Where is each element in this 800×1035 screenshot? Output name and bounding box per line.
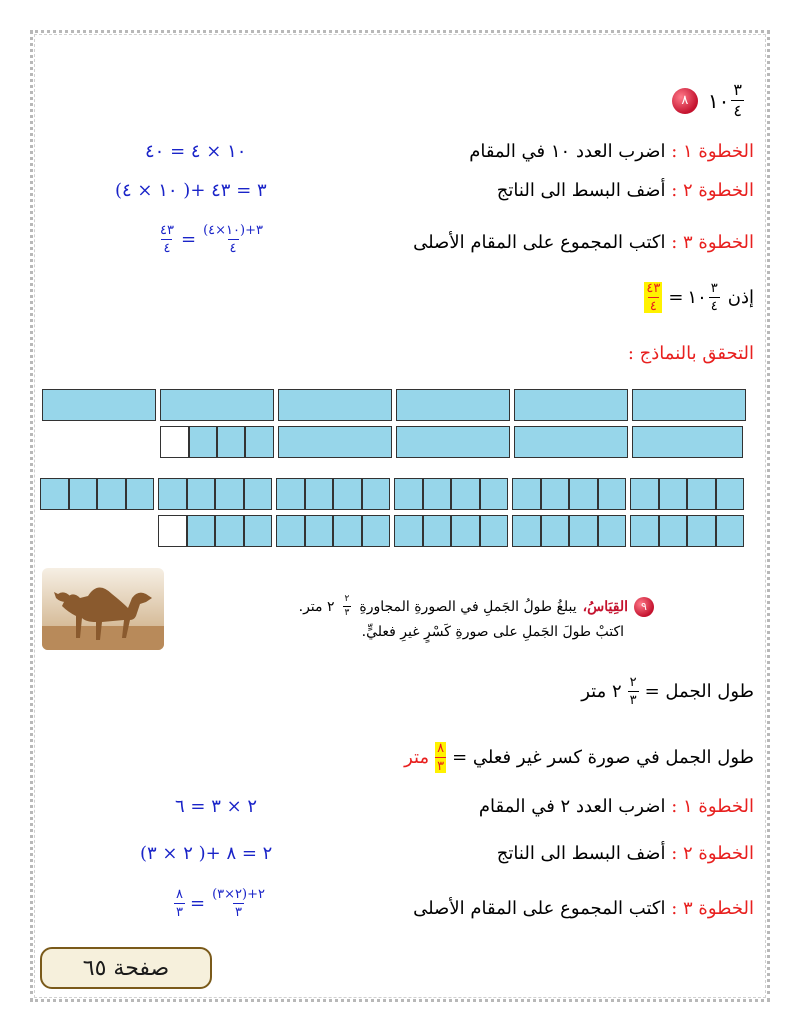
p9-improper	[404, 742, 754, 773]
p9-step1-label: الخطوة ١ :	[671, 796, 754, 817]
mixed-whole: ١٠	[707, 88, 730, 113]
p8-step3-num: (١٠×٤)+٣	[203, 223, 263, 238]
whole-bar	[160, 389, 274, 421]
p9-step3-result-frac	[174, 888, 185, 919]
problem-8-badge: ٨	[672, 88, 698, 114]
p9-improper-label: طول الجمل في صورة كسر غير فعلي =	[452, 747, 754, 768]
p8-step2-label: الخطوة ٢ :	[671, 180, 754, 201]
verify-label: التحقق بالنماذج :	[627, 343, 754, 364]
quartered-whole	[276, 515, 390, 547]
p9-title: القِيَاسُ،	[582, 598, 628, 615]
p8-step2-text: أضف البسط الى الناتج	[496, 180, 666, 201]
p9-line1	[299, 595, 654, 618]
model-row-2	[160, 426, 750, 458]
p9-step3-text: اكتب المجموع على المقام الأصلى	[413, 898, 666, 919]
conclusion-result-frac	[644, 282, 662, 313]
p9-step2-text: أضف البسط الى الناتج	[496, 843, 666, 864]
p8-step1-text: اضرب العدد ١٠ في المقام	[469, 141, 666, 162]
p9-step2-label: الخطوة ٢ :	[671, 843, 754, 864]
conclusion-result-den: ٤	[649, 299, 657, 314]
p8-step3-den: ٤	[229, 241, 237, 256]
p9-line1-num: ٢	[344, 594, 350, 604]
whole-bar	[396, 426, 510, 458]
p9-length-b: ٢ متر	[581, 681, 622, 702]
p9-step3-num: (٢×٣)+٢	[212, 887, 265, 902]
mixed-fraction	[731, 82, 744, 119]
filled-quarter	[245, 426, 274, 458]
p8-step1-label: الخطوة ١ :	[671, 141, 754, 162]
camel-image	[42, 568, 164, 650]
p9-improper-unit: متر	[404, 747, 430, 768]
quartered-whole	[512, 515, 626, 547]
conclusion-label: إذن	[727, 287, 754, 308]
whole-bar	[42, 389, 156, 421]
p8-step3-expr-frac	[201, 224, 265, 255]
whole-bar	[514, 426, 628, 458]
p9-line1-frac	[343, 595, 352, 618]
conclusion-whole: ١٠	[687, 287, 707, 308]
camel-icon	[42, 568, 164, 650]
model-row-4	[158, 515, 750, 547]
p8-step3-text: اكتب المجموع على المقام الأصلى	[413, 232, 666, 253]
p8-step2-calc: (١٠ × ٤ )+ ٣ = ٤٣	[115, 180, 267, 201]
quartered-whole	[394, 515, 508, 547]
p9-line1-b: ٢ متر.	[298, 598, 335, 615]
p9-step3-label: الخطوة ٣ :	[671, 898, 754, 919]
conclusion-result-num: ٤٣	[646, 281, 661, 296]
p9-step3-calc	[172, 888, 269, 919]
equals-sign: =	[180, 229, 197, 250]
p8-step1-calc: ١٠ × ٤ = ٤٠	[145, 141, 247, 162]
equals-sign: =	[189, 893, 206, 914]
quartered-whole	[394, 478, 508, 510]
p9-step1	[479, 796, 754, 817]
conclusion-frac	[709, 282, 720, 313]
quartered-whole	[158, 478, 272, 510]
quartered-whole	[276, 478, 390, 510]
p9-improper-frac	[435, 742, 446, 773]
whole-bar	[632, 389, 746, 421]
p9-length	[581, 676, 754, 707]
p9-length-den: ٣	[629, 693, 637, 708]
mixed-den: ٤	[733, 101, 742, 120]
p9-step3-result-num: ٨	[176, 887, 183, 902]
p9-improper-den: ٣	[437, 759, 445, 774]
p9-step2-calc: (٢ × ٣ )+ ٢ = ٨	[140, 843, 273, 864]
page-number-label: صفحة ٦٥	[40, 947, 212, 989]
p9-length-label: طول الجمل =	[644, 681, 754, 702]
p9-length-frac	[628, 676, 639, 707]
quartered-whole	[630, 478, 744, 510]
p8-step3-result-num: ٤٣	[160, 223, 174, 238]
p8-step1	[469, 141, 754, 162]
p9-line2: اكتبْ طولَ الجَملِ على صورةِ كَسْرٍ غيرِ فعليٍّ.	[361, 624, 624, 640]
p9-step2	[497, 843, 754, 864]
p8-step3-result-frac	[158, 224, 176, 255]
whole-bar	[278, 426, 392, 458]
p9-length-num: ٢	[629, 675, 637, 690]
p9-line1-den: ٣	[344, 608, 350, 618]
model-row-1	[42, 389, 750, 421]
p9-line1-a: يبلغُ طولُ الجَملِ في الصورةِ المجاورةِ	[359, 598, 577, 615]
conclusion-num: ٣	[710, 281, 718, 296]
p9-step3-den: ٣	[235, 905, 243, 920]
problem-8-mixed-number	[708, 82, 746, 119]
p9-improper-num: ٨	[437, 741, 445, 756]
p8-step3	[413, 232, 754, 253]
whole-bar	[396, 389, 510, 421]
filled-quarter	[217, 426, 245, 458]
conclusion-den: ٤	[710, 299, 718, 314]
p8-step3-label: الخطوة ٣ :	[671, 232, 754, 253]
whole-bar	[278, 389, 392, 421]
problem-9-badge: ٩	[634, 597, 654, 617]
p8-step3-calc	[156, 224, 267, 255]
p8-step2	[497, 180, 754, 201]
problem-8-header	[672, 82, 746, 119]
quartered-whole	[512, 478, 626, 510]
model-row-3	[40, 478, 750, 510]
whole-bar	[632, 426, 743, 458]
p8-step3-result-den: ٤	[163, 241, 171, 256]
p9-step1-calc: ٢ × ٣ = ٦	[175, 796, 258, 817]
p9-step3	[413, 898, 754, 919]
partial-quartered-whole	[158, 515, 272, 547]
quartered-whole	[630, 515, 744, 547]
filled-quarter	[189, 426, 217, 458]
mixed-num: ٣	[733, 80, 742, 99]
p9-step1-text: اضرب العدد ٢ في المقام	[478, 796, 666, 817]
p9-step3-expr-frac	[210, 888, 267, 919]
empty-quarter	[160, 426, 189, 458]
quartered-whole	[40, 478, 154, 510]
whole-bar	[514, 389, 628, 421]
equals-sign: =	[668, 287, 684, 308]
conclusion-expression	[642, 282, 721, 313]
p9-step3-result-den: ٣	[176, 905, 183, 920]
p8-conclusion	[642, 282, 754, 313]
